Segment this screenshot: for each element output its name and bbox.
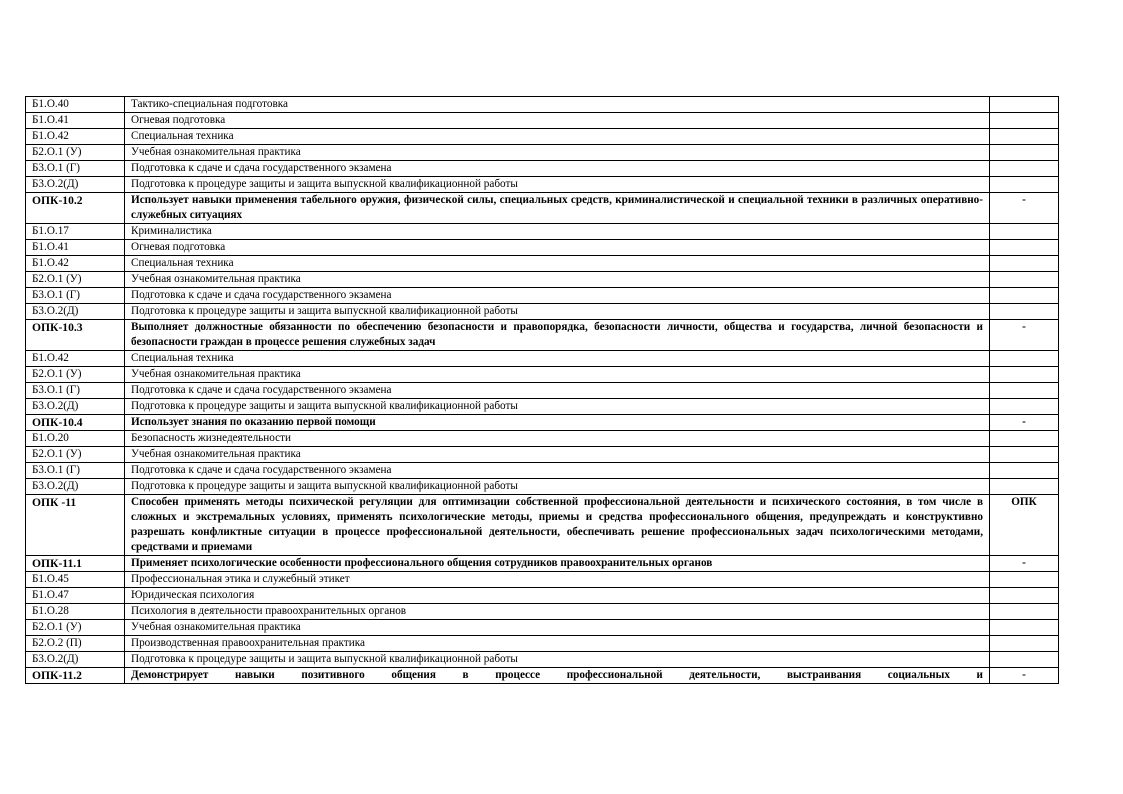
discipline-row [26,240,1059,256]
discipline-row [26,177,1059,193]
mark-cell [990,383,1059,399]
discipline-code: Б1.О.40 [26,97,125,113]
discipline-code: Б3.О.1 (Г) [26,288,125,304]
discipline-name: Безопасность жизнедеятельности [125,431,990,447]
discipline-row [26,383,1059,399]
mark-cell [990,431,1059,447]
discipline-name: Специальная техника [125,351,990,367]
discipline-name: Учебная ознакомительная практика [125,620,990,636]
discipline-name: Учебная ознакомительная практика [125,447,990,463]
competency-row [26,668,1059,684]
discipline-row [26,620,1059,636]
mark-cell [990,620,1059,636]
discipline-name: Подготовка к сдаче и сдача государственного экзамена [125,463,990,479]
discipline-code: Б1.О.17 [26,224,125,240]
mark-cell [990,604,1059,620]
discipline-code: Б3.О.1 (Г) [26,383,125,399]
competency-row [26,320,1059,351]
competency-description: Выполняет должностные обязанности по обеспечению безопасности и правопорядка, безопасности личности, общества и государства, личной безопасности и безопасности граждан в процессе решения служебных задач [125,320,990,351]
discipline-code: Б3.О.2(Д) [26,399,125,415]
mark-cell [990,572,1059,588]
mark-cell [990,463,1059,479]
discipline-code: Б3.О.2(Д) [26,304,125,320]
competency-description: Демонстрирует навыки позитивного общения в процессе профессиональной деятельности, выстраивания социальных и [125,668,990,684]
mark-cell [990,351,1059,367]
discipline-code: Б1.О.47 [26,588,125,604]
discipline-name: Подготовка к процедуре защиты и защита выпускной квалификационной работы [125,399,990,415]
discipline-row [26,431,1059,447]
discipline-row [26,463,1059,479]
competency-description: Применяет психологические особенности профессионального общения сотрудников правоохранительных органов [125,556,990,572]
mark-cell [990,97,1059,113]
discipline-name: Производственная правоохранительная практика [125,636,990,652]
discipline-row [26,351,1059,367]
mark-cell [990,304,1059,320]
mark-cell [990,367,1059,383]
discipline-name: Учебная ознакомительная практика [125,145,990,161]
discipline-code: Б1.О.42 [26,351,125,367]
discipline-row [26,367,1059,383]
competency-code: ОПК-10.4 [26,415,125,431]
mark-cell [990,272,1059,288]
discipline-row [26,256,1059,272]
discipline-code: Б1.О.45 [26,572,125,588]
competency-row [26,495,1059,556]
discipline-code: Б3.О.2(Д) [26,177,125,193]
mark-cell: - [990,320,1059,351]
mark-cell [990,240,1059,256]
mark-cell [990,224,1059,240]
competency-code: ОПК-11.1 [26,556,125,572]
discipline-row [26,399,1059,415]
discipline-row [26,113,1059,129]
discipline-code: Б2.О.2 (П) [26,636,125,652]
discipline-row [26,479,1059,495]
competency-description: Способен применять методы психической регуляции для оптимизации собственной профессиональной деятельности и психического состояния, в том числе в сложных и экстремальных условиях, применять психологические методы, приемы и средства профессионального общения, предупреждать и конструктивно разрешать конфликтные ситуации в процессе профессиональной деятельности, обеспечивать решение профессиональных задач психологическими методами, средствами и приемами [125,495,990,556]
competency-description: Использует знания по оказанию первой помощи [125,415,990,431]
discipline-name: Огневая подготовка [125,113,990,129]
discipline-code: Б2.О.1 (У) [26,145,125,161]
discipline-code: Б3.О.2(Д) [26,652,125,668]
discipline-name: Юридическая психология [125,588,990,604]
table-body [26,97,1059,684]
discipline-code: Б3.О.2(Д) [26,479,125,495]
mark-cell: - [990,193,1059,224]
mark-cell [990,636,1059,652]
competency-code: ОПК-10.2 [26,193,125,224]
discipline-name: Криминалистика [125,224,990,240]
discipline-row [26,97,1059,113]
mark-cell [990,288,1059,304]
competency-description: Использует навыки применения табельного оружия, физической силы, специальных средств, криминалистической и специальной техники в различных оперативно-служебных ситуациях [125,193,990,224]
discipline-row [26,572,1059,588]
discipline-code: Б3.О.1 (Г) [26,463,125,479]
discipline-row [26,304,1059,320]
discipline-row [26,604,1059,620]
discipline-row [26,288,1059,304]
competency-code: ОПК-10.3 [26,320,125,351]
discipline-name: Подготовка к процедуре защиты и защита выпускной квалификационной работы [125,177,990,193]
discipline-name: Подготовка к процедуре защиты и защита выпускной квалификационной работы [125,652,990,668]
competency-code: ОПК-11.2 [26,668,125,684]
discipline-code: Б2.О.1 (У) [26,272,125,288]
mark-cell [990,177,1059,193]
mark-cell [990,447,1059,463]
discipline-name: Подготовка к сдаче и сдача государственного экзамена [125,161,990,177]
discipline-row [26,636,1059,652]
discipline-name: Подготовка к сдаче и сдача государственного экзамена [125,288,990,304]
mark-cell [990,652,1059,668]
discipline-row [26,161,1059,177]
discipline-name: Подготовка к процедуре защиты и защита выпускной квалификационной работы [125,304,990,320]
discipline-row [26,145,1059,161]
discipline-code: Б1.О.41 [26,113,125,129]
discipline-name: Профессиональная этика и служебный этикет [125,572,990,588]
discipline-name: Подготовка к сдаче и сдача государственного экзамена [125,383,990,399]
discipline-row [26,652,1059,668]
discipline-row [26,224,1059,240]
discipline-code: Б1.О.41 [26,240,125,256]
mark-cell: - [990,668,1059,684]
mark-cell [990,399,1059,415]
discipline-row [26,447,1059,463]
discipline-name: Учебная ознакомительная практика [125,367,990,383]
discipline-code: Б1.О.42 [26,256,125,272]
mark-cell [990,145,1059,161]
discipline-name: Специальная техника [125,256,990,272]
discipline-name: Подготовка к процедуре защиты и защита выпускной квалификационной работы [125,479,990,495]
discipline-row [26,588,1059,604]
competency-row [26,193,1059,224]
discipline-code: Б1.О.20 [26,431,125,447]
discipline-name: Огневая подготовка [125,240,990,256]
discipline-name: Учебная ознакомительная практика [125,272,990,288]
mark-cell [990,256,1059,272]
discipline-name: Психология в деятельности правоохранительных органов [125,604,990,620]
discipline-name: Специальная техника [125,129,990,145]
competency-row [26,556,1059,572]
mark-cell: - [990,556,1059,572]
discipline-code: Б1.О.28 [26,604,125,620]
discipline-row [26,272,1059,288]
discipline-code: Б3.О.1 (Г) [26,161,125,177]
mark-cell: ОПК [990,495,1059,556]
mark-cell [990,588,1059,604]
mark-cell [990,161,1059,177]
discipline-code: Б2.О.1 (У) [26,620,125,636]
competency-row [26,415,1059,431]
mark-cell [990,113,1059,129]
discipline-code: Б2.О.1 (У) [26,447,125,463]
competency-discipline-table [25,96,1059,684]
discipline-code: Б2.О.1 (У) [26,367,125,383]
discipline-row [26,129,1059,145]
discipline-name: Тактико-специальная подготовка [125,97,990,113]
competency-code: ОПК -11 [26,495,125,556]
discipline-code: Б1.О.42 [26,129,125,145]
mark-cell [990,479,1059,495]
mark-cell: - [990,415,1059,431]
mark-cell [990,129,1059,145]
